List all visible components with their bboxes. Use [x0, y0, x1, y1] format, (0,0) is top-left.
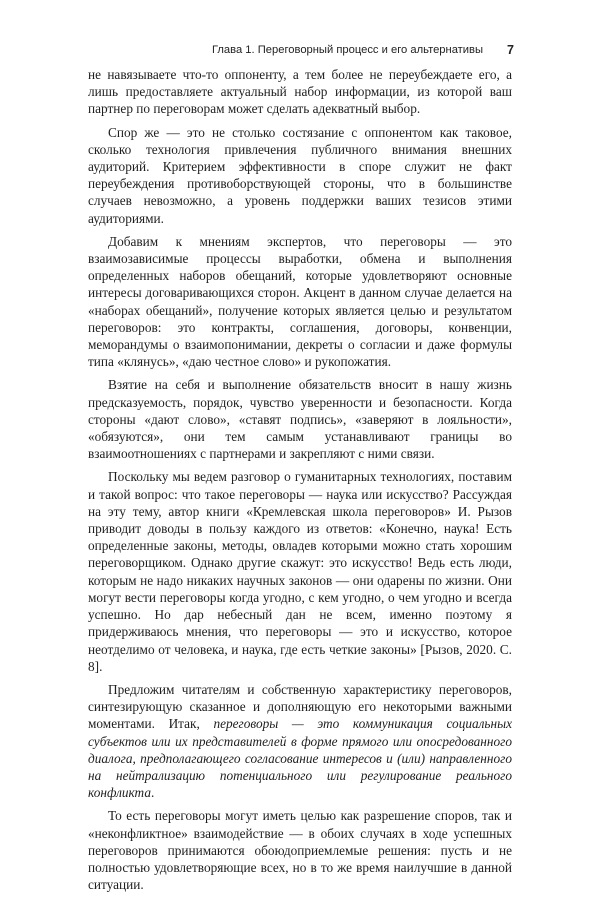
page-number: 7: [507, 43, 514, 57]
paragraph: Добавим к мнениям экспертов, что переговоры — это взаимозависимые процессы выработки, обмена и выполнения определенных наборов обещаний, которые удовлетворяют основные интересы договаривающихся сторон. Акцент в данном случае делается на «наборах обещаний», получение которых является целью и результатом переговоров: это контракты, соглашения, договоры, конвенции, меморандумы о взаимопонимании, декреты о согласии и даже формулы типа «клянусь», «даю честное слово» и рукопожатия.: [88, 233, 512, 370]
paragraph: Взятие на себя и выполнение обязательств вносит в нашу жизнь предсказуемость, порядок, чувство уверенности и безопасности. Когда стороны «дают слово», «ставят подпись», «заверяют в лояльности», «обязуются», они тем самым устанавливают границы во взаимоотношениях с партнерами и закрепляют с ними связи.: [88, 377, 512, 462]
paragraph: Предложим читателям и собственную характеристику переговоров, синтезирующую сказанное и дополняющую его некоторыми важными моментами. Итак, переговоры — это коммуникация социальных субъектов или их представителей в форме прямого или опосредованного диалога, предполагающего согласование интересов и (или) направленного на нейтрализацию потенциального или регулирование реального конфликта.: [88, 681, 512, 801]
paragraph: Поскольку мы ведем разговор о гуманитарных технологиях, поставим и такой вопрос: что такое переговоры — наука или искусство? Рассуждая на эту тему, автор книги «Кремлевская школа переговоров» И. Рызов приводит доводы в пользу каждого из ответов: «Конечно, наука! Есть определенные законы, методы, овладев которыми можно стать хорошим переговорщиком. Однако другие скажут: это искусство! Ведь есть люди, которым не надо никаких научных законов — они одарены по жизни. Они могут вести переговоры когда угодно, с кем угодно, о чем угодно и всегда успешно. Но дар небесный дан не всем, именно поэтому я придерживаюсь мнения, что переговоры — это и искусство, которое неотделимо от человека, и наука, где есть четкие законы» [Рызов, 2020. С. 8].: [88, 469, 512, 674]
paragraph: То есть переговоры могут иметь целью как разрешение споров, так и «неконфликтное» взаимодействие — в обоих случаях в ходе успешных переговоров принимаются обоюдоприемлемые решения: пусть и не полностью удовлетворяющие всех, но в то же время наилучшие в данной ситуации.: [88, 808, 512, 893]
chapter-title: Глава 1. Переговорный процесс и его альтернативы: [211, 44, 484, 56]
paragraph: Спор же — это не столько состязание с оппонентом как таковое, сколько технология привлечения публичного внимания внешних аудиторий. Критерием эффективности в споре служит не факт переубеждения противоборствующей стороны, что в большинстве случаев невозможно, а уровень поддержки ваших тезисов этими аудиториями.: [88, 124, 512, 226]
running-head: [211, 40, 514, 60]
definition-intro: Предложим читателям и собственную характеристику переговоров, синтезирующую сказанное и дополняющую его некоторыми важными моментами. Итак,: [88, 681, 512, 732]
paragraph: не навязываете что-то оппоненту, а тем более не переубеждаете его, а лишь предоставляете актуальный набор информации, из которой ваш партнер по переговорам может сделать адекватный выбор.: [88, 67, 512, 117]
body-text: [88, 66, 512, 899]
definition-text: переговоры — это коммуникация социальных субъектов или их представителей в форме прямого или опосредованного диалога, предполагающего согласование интересов и (или) направленного на нейтрализацию потенциального или регулирование реального конфликта: [88, 716, 512, 801]
